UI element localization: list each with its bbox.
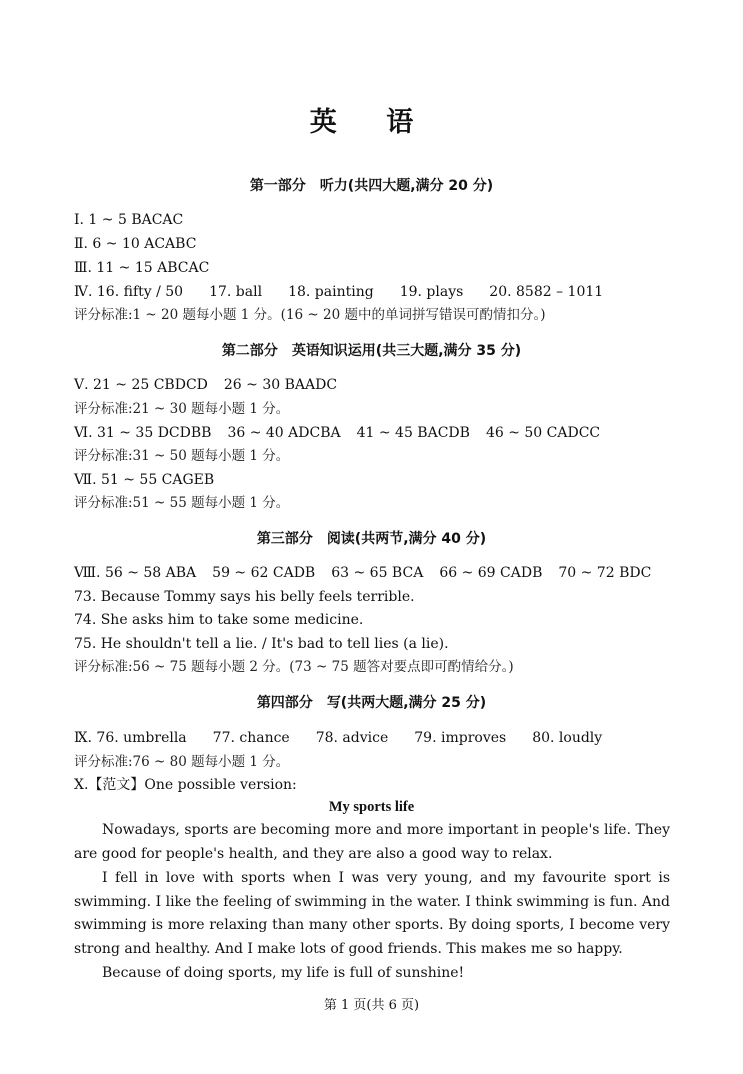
answer-36-40: 36 ~ 40 ADCBA <box>227 425 341 441</box>
scoring-ix: 评分标准:76 ~ 80 题每小题 1 分。 <box>74 754 290 770</box>
answer-75: 75. He shouldn't tell a lie. / It's bad to tell lies (a lie). <box>74 636 449 652</box>
answer-ix <box>74 729 602 747</box>
part4-heading-detail: 写(共两大题,满分 25 分) <box>326 695 487 711</box>
answer-20: 20. 8582 – 1011 <box>489 284 604 300</box>
part1-heading <box>0 177 743 195</box>
answer-41-45: 41 ~ 45 BACDB <box>356 425 470 441</box>
answer-i: Ⅰ. 1 ~ 5 BACAC <box>74 212 184 228</box>
answer-77: 77. chance <box>212 730 290 746</box>
answer-vii: Ⅶ. 51 ~ 55 CAGEB <box>74 472 215 488</box>
scoring-part3: 评分标准:56 ~ 75 题每小题 2 分。(73 ~ 75 题答对要点即可酌情给分。) <box>74 659 514 675</box>
answer-73: 73. Because Tommy says his belly feels terrible. <box>74 589 415 605</box>
answer-v <box>74 376 337 394</box>
part2-heading-label: 第二部分 <box>221 343 278 359</box>
answer-26-30: 26 ~ 30 BAADC <box>223 377 338 393</box>
part4-heading-label: 第四部分 <box>256 695 313 711</box>
answer-31-35: Ⅵ. 31 ~ 35 DCDBB <box>74 425 212 441</box>
part2-heading <box>0 342 743 360</box>
essay-title: My sports life <box>328 799 415 815</box>
answer-vi <box>74 424 600 442</box>
answer-viii <box>74 564 651 582</box>
scoring-v: 评分标准:21 ~ 30 题每小题 1 分。 <box>74 401 290 417</box>
answer-74: 74. She asks him to take some medicine. <box>74 612 364 628</box>
page-title: 英 语 <box>309 107 434 138</box>
essay-paragraph-2 <box>74 867 670 962</box>
part4-heading <box>0 694 743 712</box>
essay-paragraph-3 <box>74 962 670 986</box>
answer-18: 18. painting <box>288 284 374 300</box>
scoring-vi: 评分标准:31 ~ 50 题每小题 1 分。 <box>74 448 290 464</box>
essay-paragraph-2-text: I fell in love with sports when I was very young, and my favourite sport is swimming. I like the feeling of swimming in the water. I think swimming is fun. And swimming is more relaxing than many other sports. By doing sports, I become very strong and healthy. And I make lots of good friends. This makes me so happy. <box>74 870 670 958</box>
essay-paragraph-3-text: Because of doing sports, my life is full of sunshine! <box>102 965 465 981</box>
answer-56-58: Ⅷ. 56 ~ 58 ABA <box>74 565 197 581</box>
answer-x: Ⅹ.【范文】One possible version: <box>74 777 297 793</box>
part3-heading-detail: 阅读(共两节,满分 40 分) <box>326 531 487 547</box>
answer-ii: Ⅱ. 6 ~ 10 ACABC <box>74 236 197 252</box>
answer-iv <box>74 283 603 301</box>
part1-heading-label: 第一部分 <box>249 178 306 194</box>
scoring-vii: 评分标准:51 ~ 55 题每小题 1 分。 <box>74 495 290 511</box>
answer-46-50: 46 ~ 50 CADCC <box>485 425 601 441</box>
answer-66-69: 66 ~ 69 CADB <box>439 565 543 581</box>
answer-78: 78. advice <box>315 730 389 746</box>
part3-heading-label: 第三部分 <box>256 531 313 547</box>
answer-21-25: Ⅴ. 21 ~ 25 CBDCD <box>74 377 208 393</box>
scoring-part1: 评分标准:1 ~ 20 题每小题 1 分。(16 ~ 20 题中的单词拼写错误可酌情扣分。) <box>74 307 546 323</box>
answer-80: 80. loudly <box>532 730 603 746</box>
part2-heading-detail: 英语知识运用(共三大题,满分 35 分) <box>291 343 522 359</box>
answer-19: 19. plays <box>399 284 464 300</box>
answer-70-72: 70 ~ 72 BDC <box>558 565 652 581</box>
essay-paragraph-1-text: Nowadays, sports are becoming more and more important in people's life. They are good for people's health, and they are also a good way to relax. <box>74 822 670 862</box>
answer-16: Ⅳ. 16. fifty / 50 <box>74 284 184 300</box>
answer-76: Ⅸ. 76. umbrella <box>74 730 187 746</box>
part3-heading <box>0 530 743 548</box>
part1-heading-detail: 听力(共四大题,满分 20 分) <box>319 178 494 194</box>
answer-iii: Ⅲ. 11 ~ 15 ABCAC <box>74 260 210 276</box>
answer-17: 17. ball <box>209 284 263 300</box>
answer-79: 79. improves <box>414 730 507 746</box>
page-footer: 第 1 页(共 6 页) <box>323 998 420 1013</box>
answer-59-62: 59 ~ 62 CADB <box>212 565 316 581</box>
answer-63-65: 63 ~ 65 BCA <box>331 565 424 581</box>
essay-paragraph-1 <box>74 819 670 866</box>
